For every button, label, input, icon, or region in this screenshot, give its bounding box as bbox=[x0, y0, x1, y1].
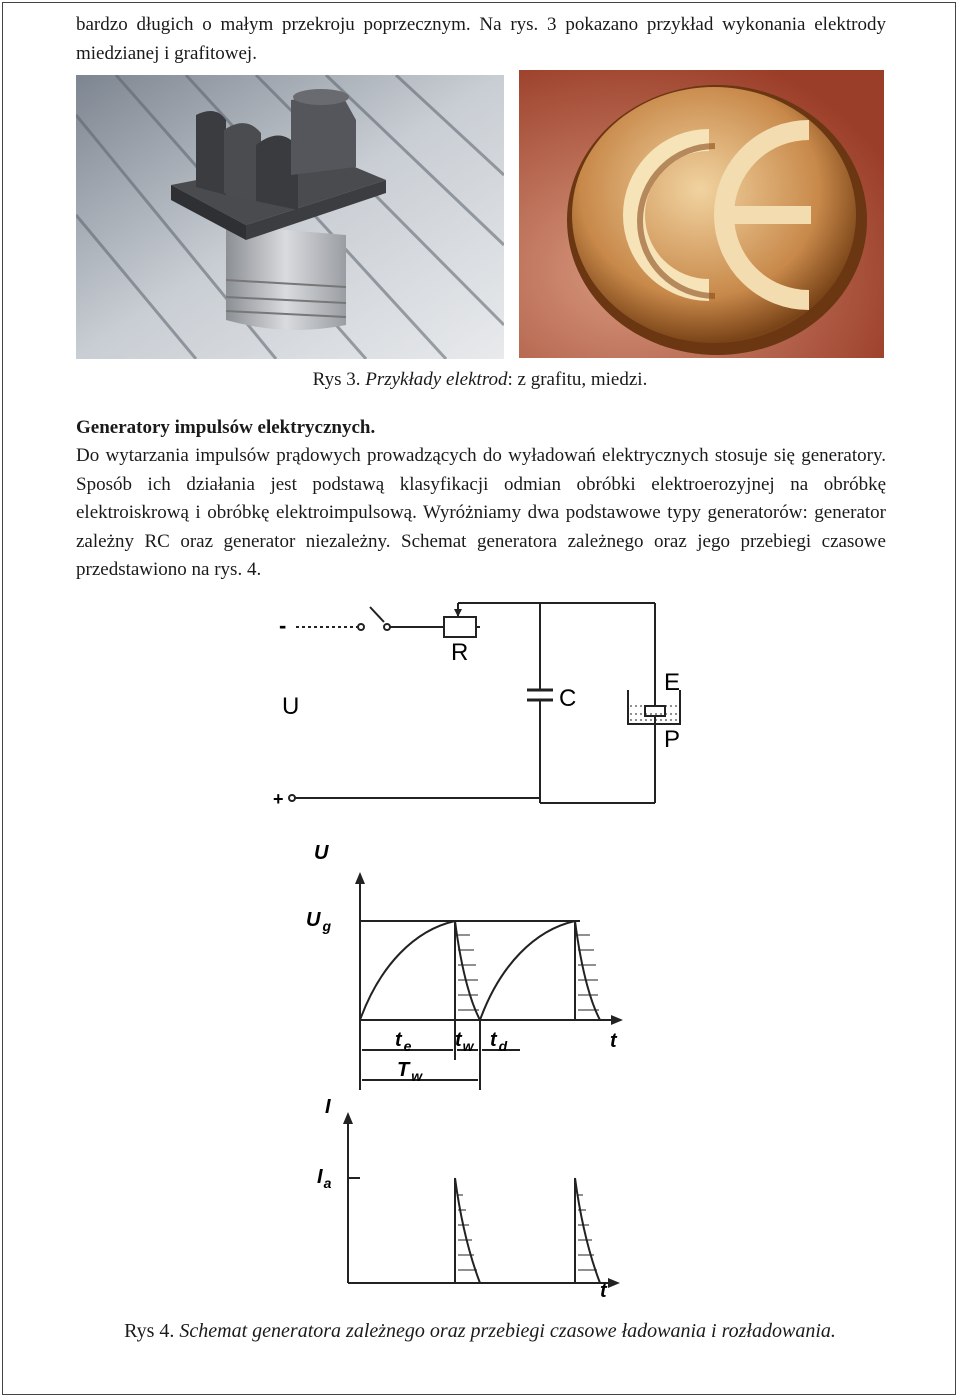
figure-3-caption-italic: Przykłady elektrod bbox=[365, 369, 508, 390]
resistor-label: R bbox=[451, 639, 469, 666]
capacitor-label: C bbox=[559, 685, 577, 712]
plus-terminal-label: + bbox=[273, 789, 284, 809]
minus-terminal-label: - bbox=[279, 613, 287, 638]
figure-3-caption-prefix: Rys 3. bbox=[312, 369, 361, 390]
tw-label: $t_w$ bbox=[455, 1029, 474, 1054]
current-axis-label: I bbox=[325, 1096, 331, 1118]
voltage-label: U bbox=[282, 693, 300, 720]
figure-4-caption-prefix: Rys 4. bbox=[124, 1320, 175, 1342]
section-heading: Generatory impulsów elektrycznych. bbox=[76, 417, 376, 438]
Tw-label: T $_w$ bbox=[397, 1059, 423, 1084]
current-time-plot bbox=[348, 1120, 612, 1283]
figure-3-caption-rest: : z grafitu, miedzi. bbox=[507, 369, 648, 390]
workpiece-label: P bbox=[664, 726, 681, 753]
te-label: t $_e$ bbox=[395, 1029, 412, 1054]
ug-label: U $_g$ bbox=[306, 909, 332, 934]
voltage-axis-label: U bbox=[314, 842, 329, 864]
figure-4-caption bbox=[0, 1320, 960, 1343]
figure-4-caption-italic: Schemat generatora zależnego oraz przebiegi czasowe ładowania i rozładowania. bbox=[179, 1320, 836, 1342]
td-label: t $_d$ bbox=[490, 1029, 508, 1054]
electrode-label: E bbox=[664, 669, 681, 696]
body-paragraph: Do wytarzania impulsów prądowych prowadzących do wyładowań elektrycznych stosuje się generatory. Sposób ich działania jest podstawą klasyfikacji odmian obróbki elektroerozyjnej na obróbkę elektroiskrową i obróbkę elektroimpulsową. Wyróżniamy dwa podstawowe typy generatorów: generator zależny RC oraz generator niezależny. Schemat generatora zależnego oraz jego przebiegi czasowe przedstawiono na rys. 4. bbox=[76, 445, 886, 580]
current-time-axis-label: t bbox=[600, 1280, 607, 1302]
intro-paragraph: bardzo długich o małym przekroju poprzecznym. Na rys. 3 pokazano przykład wykonania elektrody miedzianej i grafitowej. bbox=[76, 14, 886, 64]
voltage-time-axis-label: t bbox=[610, 1030, 617, 1052]
ia-label: $I_a$ bbox=[317, 1166, 332, 1191]
